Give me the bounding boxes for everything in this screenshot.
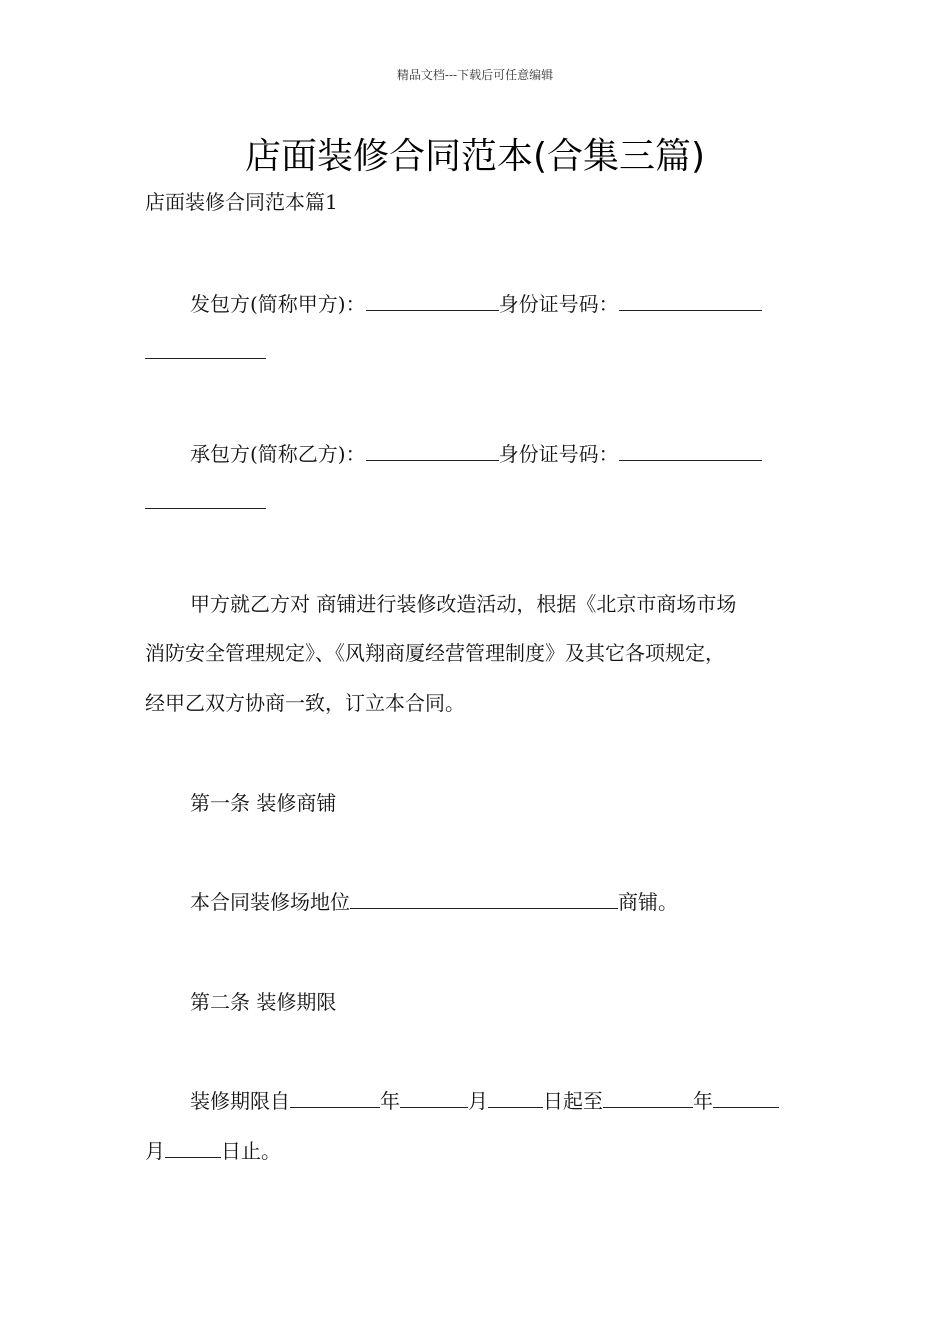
page-header: 精品文档---下载后可任意编辑	[396, 68, 554, 82]
end-day-label: 日止。	[221, 1139, 281, 1163]
party-a-name-blank	[366, 290, 499, 311]
intro-line-1: 甲方就乙方对 商铺进行装修改造活动，根据《北京市商场市场	[190, 592, 737, 616]
party-b-id-label: 身份证号码：	[498, 442, 619, 466]
location-blank	[350, 888, 618, 909]
start-month-label: 月	[468, 1089, 488, 1113]
end-month-blank	[713, 1087, 779, 1108]
article-2-period-line	[190, 1085, 779, 1114]
end-day-blank	[165, 1137, 221, 1158]
party-a-id-blank-cont	[145, 338, 266, 359]
start-year-label: 年	[380, 1089, 400, 1113]
document-subtitle: 店面装修合同范本篇1	[145, 190, 338, 214]
article-1-text-before: 本合同装修场地位	[190, 890, 350, 914]
party-a-id-blank	[619, 290, 762, 311]
party-b-name-blank	[366, 440, 499, 461]
party-b-id-blank-cont	[145, 488, 266, 509]
intro-line-2: 消防安全管理规定》、《风翔商厦经营管理制度》及其它各项规定，	[145, 641, 725, 665]
end-year-blank	[603, 1087, 693, 1108]
period-from-label: 装修期限自	[190, 1089, 290, 1113]
party-a-label: 发包方(简称甲方)：	[190, 292, 366, 316]
start-month-blank	[400, 1087, 468, 1108]
document-title: 店面装修合同范本(合集三篇)	[244, 136, 706, 177]
party-b-continuation	[145, 488, 266, 514]
article-1-text	[190, 886, 678, 915]
party-b-line	[190, 438, 762, 467]
end-month-label: 月	[145, 1139, 165, 1163]
article-1-heading: 第一条 装修商铺	[190, 791, 337, 815]
party-a-line	[190, 288, 762, 317]
end-year-label: 年	[693, 1089, 713, 1113]
article-1-text-after: 商铺。	[618, 890, 678, 914]
start-day-blank	[488, 1087, 543, 1108]
start-day-label: 日起至	[543, 1089, 603, 1113]
article-2-period-line-2	[145, 1135, 281, 1164]
article-2-heading: 第二条 装修期限	[190, 990, 337, 1014]
intro-line-3: 经甲乙双方协商一致，订立本合同。	[145, 691, 465, 715]
party-a-continuation	[145, 338, 266, 364]
party-a-id-label: 身份证号码：	[498, 292, 619, 316]
start-year-blank	[290, 1087, 380, 1108]
party-b-id-blank	[619, 440, 762, 461]
party-b-label: 承包方(简称乙方)：	[190, 442, 366, 466]
